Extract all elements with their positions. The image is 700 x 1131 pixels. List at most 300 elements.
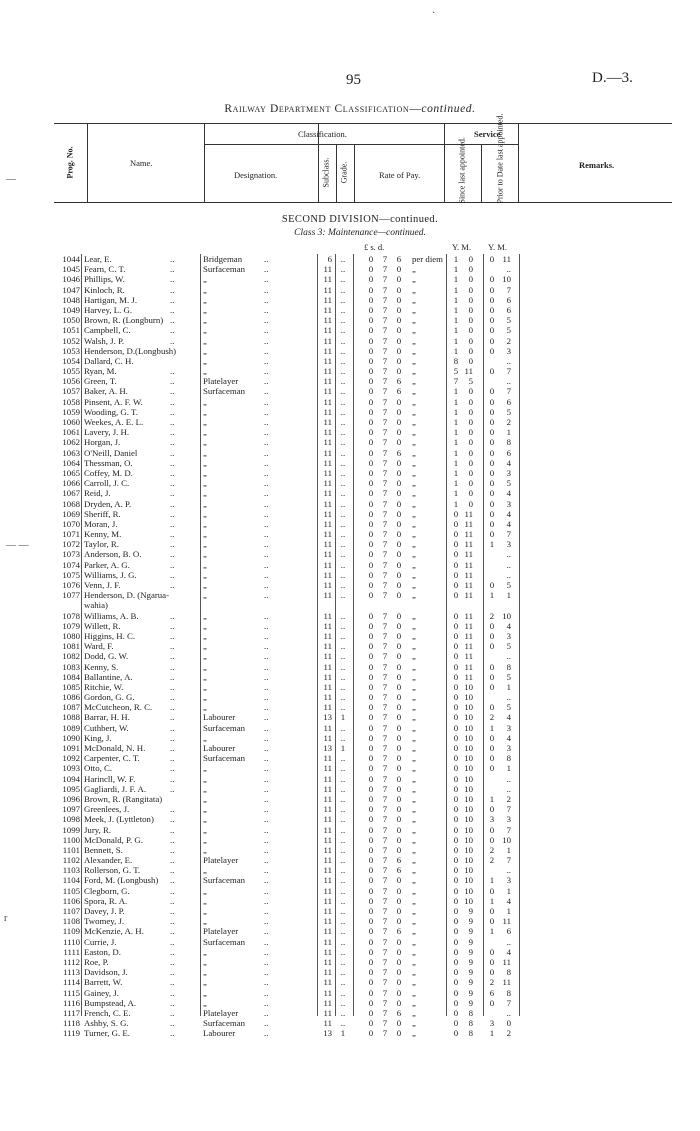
cell-since-years: 0 xyxy=(453,743,459,753)
table-row xyxy=(0,723,700,733)
cell-designation-leader: .. xyxy=(264,304,269,315)
cell-prog-no: 1091 xyxy=(62,743,80,753)
table-row xyxy=(0,937,700,947)
cell-rate-pounds: 0 xyxy=(368,396,374,407)
cell-since-months: 0 xyxy=(468,427,473,438)
table-row xyxy=(0,285,700,295)
cell-since-months: 0 xyxy=(468,325,473,336)
cell-rate-shillings: 7 xyxy=(382,315,388,326)
cell-grade: .. xyxy=(340,875,346,886)
cell-rate-pence: 6 xyxy=(396,1007,402,1018)
cell-rate-pence: 0 xyxy=(396,977,402,988)
table-row xyxy=(0,794,700,804)
class-title: Class 3: Maintenance—continued. xyxy=(294,228,426,238)
cell-since-months: 0 xyxy=(468,355,473,366)
cell-subclass: 11 xyxy=(323,345,332,356)
cell-rate-pounds: 0 xyxy=(368,753,374,764)
cell-name: Rollerson, G. T. xyxy=(84,865,141,876)
table-row xyxy=(0,774,700,784)
cell-rate-pounds: 0 xyxy=(368,793,374,804)
cell-since-years: 0 xyxy=(453,773,459,784)
cell-name-leader: .. xyxy=(170,773,175,784)
cell-prior-years: 0 xyxy=(489,997,495,1008)
cell-since-months: 10 xyxy=(464,712,473,723)
cell-designation: „ xyxy=(203,590,207,601)
cell-rate-shillings: 7 xyxy=(382,478,388,489)
cell-prog-no: 1109 xyxy=(62,926,80,937)
cell-name-leader: .. xyxy=(170,875,175,886)
cell-designation-leader: .. xyxy=(264,518,269,529)
cell-subclass: 11 xyxy=(323,457,332,468)
cell-since-years: 0 xyxy=(453,651,459,662)
title-continued: continued. xyxy=(421,103,476,115)
cell-grade: .. xyxy=(340,722,346,733)
cell-name: Higgins, H. C. xyxy=(84,630,136,641)
cell-since-months: 11 xyxy=(464,671,473,682)
cell-name: Willett, R. xyxy=(84,620,121,631)
cell-rate-unit: „ xyxy=(412,498,416,509)
cell-designation: „ xyxy=(203,447,207,458)
cell-name: French, C. E. xyxy=(84,1007,131,1018)
cell-name: Barrar, H. H. xyxy=(84,712,130,723)
cell-rate-unit: „ xyxy=(412,417,416,427)
cell-name: Williams, A. B. xyxy=(84,610,139,621)
cell-grade: .. xyxy=(340,437,346,448)
cell-prior-months: 4 xyxy=(506,946,511,957)
cell-since-years: 0 xyxy=(453,855,459,866)
cell-rate-shillings: 7 xyxy=(382,804,388,815)
cell-subclass: 11 xyxy=(323,376,332,387)
cell-rate-unit: „ xyxy=(412,743,416,753)
cell-designation-leader: .. xyxy=(264,590,269,601)
cell-name: Carpenter, C. T. xyxy=(84,753,140,764)
table-row xyxy=(0,264,700,274)
cell-since-months: 10 xyxy=(464,702,473,713)
cell-since-years: 0 xyxy=(453,549,459,560)
cell-since-months: 10 xyxy=(464,865,473,876)
cell-grade: .. xyxy=(340,630,346,641)
cell-name-leader: .. xyxy=(170,478,175,489)
cell-subclass: 11 xyxy=(323,753,332,764)
table-row xyxy=(0,590,700,600)
cell-prog-no: 1090 xyxy=(62,732,80,743)
cell-rate-shillings: 7 xyxy=(382,895,388,906)
cell-designation: „ xyxy=(203,641,207,652)
cell-grade: .. xyxy=(340,427,346,438)
cell-since-years: 0 xyxy=(453,956,459,967)
cell-prior-months: 2 xyxy=(506,793,511,804)
cell-subclass: 11 xyxy=(323,763,332,774)
cell-designation: „ xyxy=(203,437,207,448)
cell-grade: .. xyxy=(340,763,346,774)
cell-rate-shillings: 7 xyxy=(382,437,388,448)
cell-name-leader: .. xyxy=(170,539,175,550)
cell-name: King, J. xyxy=(84,732,112,743)
cell-rate-pence: 6 xyxy=(396,254,402,264)
cell-subclass: 11 xyxy=(323,294,332,305)
table-row xyxy=(0,896,700,906)
cell-name-leader: .. xyxy=(170,814,175,825)
cell-name-leader: .. xyxy=(170,844,175,855)
cell-name: Campbell, C. xyxy=(84,325,131,336)
cell-rate-pence: 0 xyxy=(396,355,402,366)
cell-prior-months: 8 xyxy=(506,987,511,998)
cell-designation: „ xyxy=(203,478,207,489)
cell-prior-months: .. xyxy=(506,692,511,703)
cell-rate-pounds: 0 xyxy=(368,885,374,896)
cell-since-months: 9 xyxy=(468,997,473,1008)
cell-designation-leader: .. xyxy=(264,844,269,855)
cell-designation-leader: .. xyxy=(264,967,269,978)
cell-prog-no: 1044 xyxy=(62,254,80,264)
cell-rate-pounds: 0 xyxy=(368,437,374,448)
cell-prior-years: 0 xyxy=(489,732,495,743)
cell-since-months: 9 xyxy=(468,906,473,916)
cell-name-leader: .. xyxy=(170,284,175,295)
cell-rate-pounds: 0 xyxy=(368,926,374,937)
cell-rate-pence: 0 xyxy=(396,549,402,560)
cell-name: Alexander, E. xyxy=(84,855,133,866)
table-row xyxy=(0,346,700,356)
cell-prior-years: 0 xyxy=(489,345,495,356)
cell-name: wahia) xyxy=(84,600,108,611)
cell-rate-pounds: 0 xyxy=(368,743,374,753)
cell-grade: .. xyxy=(340,1018,346,1029)
table-row xyxy=(0,753,700,763)
cell-rate-pence: 0 xyxy=(396,793,402,804)
cell-grade: .. xyxy=(340,315,346,326)
cell-since-months: 11 xyxy=(464,580,473,590)
cell-rate-pence: 0 xyxy=(396,498,402,509)
cell-grade: .. xyxy=(340,671,346,682)
cell-name-leader: .. xyxy=(170,661,175,672)
table-row xyxy=(0,488,700,498)
cell-since-years: 0 xyxy=(453,977,459,988)
cell-since-years: 0 xyxy=(453,946,459,957)
cell-subclass: 11 xyxy=(323,467,332,478)
cell-rate-shillings: 7 xyxy=(382,254,388,264)
cell-grade: .. xyxy=(340,386,346,397)
cell-rate-shillings: 7 xyxy=(382,885,388,896)
cell-prior-years: 2 xyxy=(489,712,495,723)
cell-rate-unit: „ xyxy=(412,1007,416,1018)
cell-rate-pounds: 0 xyxy=(368,997,374,1008)
cell-since-months: 0 xyxy=(468,488,473,499)
table-row xyxy=(0,478,700,488)
cell-prog-no: 1074 xyxy=(62,559,80,570)
cell-rate-pounds: 0 xyxy=(368,1018,374,1029)
cell-since-months: 10 xyxy=(464,855,473,866)
cell-prior-months: 4 xyxy=(506,712,511,723)
cell-designation-leader: .. xyxy=(264,366,269,377)
cell-rate-pence: 0 xyxy=(396,264,402,275)
cell-prior-months: 5 xyxy=(506,478,511,489)
cell-prior-years: 0 xyxy=(489,641,495,652)
cell-since-months: 0 xyxy=(468,264,473,275)
section-title: SECOND DIVISION—continued. xyxy=(281,214,439,225)
data-table xyxy=(0,254,700,1038)
cell-rate-pounds: 0 xyxy=(368,661,374,672)
cell-rate-unit: „ xyxy=(412,641,416,652)
cell-prog-no: 1112 xyxy=(63,956,80,967)
cell-rate-shillings: 7 xyxy=(382,763,388,774)
cell-designation-leader: .. xyxy=(264,916,269,927)
cell-name: Easton, D. xyxy=(84,946,121,957)
cell-designation: „ xyxy=(203,549,207,560)
cell-subclass: 11 xyxy=(323,956,332,967)
cell-prog-no: 1048 xyxy=(62,294,80,305)
table-row xyxy=(0,662,700,672)
cell-rate-unit: „ xyxy=(412,529,416,540)
cell-rate-unit: „ xyxy=(412,437,416,448)
cell-rate-shillings: 7 xyxy=(382,610,388,621)
cell-prior-months: 11 xyxy=(502,956,511,967)
cell-subclass: 11 xyxy=(323,417,332,427)
cell-rate-shillings: 7 xyxy=(382,906,388,916)
cell-name-leader: .. xyxy=(170,997,175,1008)
cell-rate-pounds: 0 xyxy=(368,763,374,774)
cell-name-leader: .. xyxy=(170,406,175,417)
cell-prior-months: 4 xyxy=(506,620,511,631)
cell-rate-pence: 0 xyxy=(396,427,402,438)
table-row xyxy=(0,733,700,743)
table-row xyxy=(0,916,700,926)
cell-since-years: 1 xyxy=(453,254,459,264)
cell-prog-no: 1067 xyxy=(62,488,80,499)
cell-since-years: 1 xyxy=(453,304,459,315)
cell-since-years: 0 xyxy=(453,824,459,835)
cell-since-years: 0 xyxy=(453,926,459,937)
cell-subclass: 11 xyxy=(323,702,332,713)
cell-prog-no: 1080 xyxy=(62,630,80,641)
cell-since-years: 0 xyxy=(453,987,459,998)
cell-prior-years: 1 xyxy=(489,926,495,937)
cell-since-months: 9 xyxy=(468,977,473,988)
cell-name: Anderson, B. O. xyxy=(84,549,142,560)
cell-designation: „ xyxy=(203,294,207,305)
table-row xyxy=(0,651,700,661)
cell-rate-shillings: 7 xyxy=(382,345,388,356)
cell-designation-leader: .. xyxy=(264,580,269,590)
cell-rate-pence: 0 xyxy=(396,834,402,845)
cell-rate-unit: „ xyxy=(412,355,416,366)
cell-grade: .. xyxy=(340,274,346,285)
cell-prior-years: 0 xyxy=(489,529,495,540)
cell-since-months: 10 xyxy=(464,885,473,896)
cell-prior-years: 0 xyxy=(489,518,495,529)
cell-prior-months: 6 xyxy=(506,304,511,315)
cell-name: Carroll, J. C. xyxy=(84,478,130,489)
cell-prog-no: 1087 xyxy=(62,702,80,713)
header-name: Name. xyxy=(130,158,153,168)
cell-name: Green, T. xyxy=(84,376,117,387)
cell-rate-unit: „ xyxy=(412,753,416,764)
cell-since-years: 0 xyxy=(453,692,459,703)
cell-since-years: 0 xyxy=(453,753,459,764)
cell-prior-years: 3 xyxy=(489,814,495,825)
cell-grade: 1 xyxy=(340,712,346,723)
cell-rate-pounds: 0 xyxy=(368,366,374,377)
cell-prior-months: 11 xyxy=(502,254,511,264)
cell-prior-months: 5 xyxy=(506,580,511,590)
cell-subclass: 11 xyxy=(323,447,332,458)
cell-subclass: 11 xyxy=(323,478,332,489)
table-row xyxy=(0,1028,700,1038)
cell-prior-years: 1 xyxy=(489,895,495,906)
cell-since-years: 1 xyxy=(453,498,459,509)
cell-prog-no: 1063 xyxy=(62,447,80,458)
cell-since-years: 1 xyxy=(453,478,459,489)
cell-grade: .. xyxy=(340,508,346,519)
cell-name: Ballantine, A. xyxy=(84,671,133,682)
cell-rate-shillings: 7 xyxy=(382,549,388,560)
cell-rate-shillings: 7 xyxy=(382,712,388,723)
cell-since-months: 9 xyxy=(468,987,473,998)
cell-since-months: 11 xyxy=(464,610,473,621)
cell-subclass: 11 xyxy=(323,396,332,407)
prior-units: Y. M. xyxy=(488,242,507,252)
cell-name: Gainey, J. xyxy=(84,987,119,998)
cell-designation-leader: .. xyxy=(264,549,269,560)
cell-rate-shillings: 7 xyxy=(382,264,388,275)
cell-rate-shillings: 7 xyxy=(382,977,388,988)
cell-since-years: 0 xyxy=(453,539,459,550)
cell-prog-no: 1101 xyxy=(62,844,80,855)
cell-subclass: 11 xyxy=(323,406,332,417)
cell-prior-years: 0 xyxy=(489,254,495,264)
cell-since-years: 1 xyxy=(453,284,459,295)
cell-since-years: 0 xyxy=(453,641,459,652)
cell-subclass: 11 xyxy=(323,834,332,845)
cell-designation-leader: .. xyxy=(264,630,269,641)
cell-since-months: 10 xyxy=(464,681,473,692)
cell-rate-pence: 0 xyxy=(396,345,402,356)
cell-prior-years: 2 xyxy=(489,844,495,855)
cell-since-months: 11 xyxy=(464,529,473,540)
cell-rate-unit: „ xyxy=(412,773,416,784)
cell-rate-pounds: 0 xyxy=(368,376,374,387)
cell-since-years: 0 xyxy=(453,681,459,692)
cell-prior-years: 1 xyxy=(489,539,495,550)
cell-name: Ashby, S. G. xyxy=(84,1018,129,1029)
cell-grade: .. xyxy=(340,366,346,377)
cell-rate-pence: 0 xyxy=(396,406,402,417)
cell-since-years: 1 xyxy=(453,417,459,427)
cell-name-leader: .. xyxy=(170,386,175,397)
cell-prog-no: 1081 xyxy=(62,641,80,652)
cell-prog-no: 1107 xyxy=(62,906,80,916)
cell-rate-pence: 0 xyxy=(396,671,402,682)
cell-since-months: 10 xyxy=(464,773,473,784)
cell-designation-leader: .. xyxy=(264,335,269,346)
cell-name-leader: .. xyxy=(170,417,175,427)
cell-grade: .. xyxy=(340,580,346,590)
cell-rate-unit: „ xyxy=(412,315,416,326)
cell-subclass: 11 xyxy=(323,865,332,876)
cell-since-months: 0 xyxy=(468,417,473,427)
cell-designation-leader: .. xyxy=(264,284,269,295)
cell-since-months: 9 xyxy=(468,967,473,978)
cell-rate-shillings: 7 xyxy=(382,396,388,407)
cell-rate-unit: „ xyxy=(412,804,416,815)
cell-since-years: 0 xyxy=(453,671,459,682)
cell-designation-leader: .. xyxy=(264,457,269,468)
cell-prog-no: 1069 xyxy=(62,508,80,519)
cell-designation: „ xyxy=(203,630,207,641)
cell-subclass: 11 xyxy=(323,284,332,295)
cell-rate-shillings: 7 xyxy=(382,875,388,886)
cell-since-months: 0 xyxy=(468,396,473,407)
cell-rate-shillings: 7 xyxy=(382,702,388,713)
cell-grade: 1 xyxy=(340,743,346,753)
cell-since-months: 8 xyxy=(468,1028,473,1039)
cell-prog-no: 1056 xyxy=(62,376,80,387)
page-number: 95 xyxy=(346,72,361,88)
cell-rate-unit: „ xyxy=(412,325,416,336)
table-row xyxy=(0,254,700,264)
cell-prior-months: 5 xyxy=(506,315,511,326)
cell-designation-leader: .. xyxy=(264,274,269,285)
cell-rate-pounds: 0 xyxy=(368,580,374,590)
cell-rate-unit: „ xyxy=(412,396,416,407)
cell-prior-months: 10 xyxy=(502,274,511,285)
page-title xyxy=(0,103,700,115)
cell-rate-shillings: 7 xyxy=(382,793,388,804)
cell-name: Turner, G. E. xyxy=(84,1028,130,1039)
cell-since-years: 0 xyxy=(453,997,459,1008)
cell-since-years: 0 xyxy=(453,895,459,906)
cell-name: O'Neill, Daniel xyxy=(84,447,138,458)
cell-designation-leader: .. xyxy=(264,539,269,550)
cell-rate-shillings: 7 xyxy=(382,488,388,499)
cell-name-leader: .. xyxy=(170,753,175,764)
cell-since-months: 10 xyxy=(464,804,473,815)
cell-name: Wooding, G. T. xyxy=(84,406,138,417)
cell-designation-leader: .. xyxy=(264,437,269,448)
cell-prior-months: 4 xyxy=(506,488,511,499)
cell-name: Kenny, S. xyxy=(84,661,119,672)
cell-rate-pounds: 0 xyxy=(368,936,374,947)
cell-rate-shillings: 7 xyxy=(382,732,388,743)
cell-since-years: 0 xyxy=(453,885,459,896)
cell-rate-pence: 6 xyxy=(396,386,402,397)
cell-designation-leader: .. xyxy=(264,906,269,916)
cell-grade: .. xyxy=(340,844,346,855)
cell-rate-pence: 0 xyxy=(396,325,402,336)
table-row xyxy=(0,906,700,916)
cell-prog-no: 1119 xyxy=(63,1028,80,1039)
cell-designation: „ xyxy=(203,824,207,835)
cell-prior-years: 0 xyxy=(489,661,495,672)
cell-designation-leader: .. xyxy=(264,508,269,519)
table-row xyxy=(0,560,700,570)
cell-rate-pounds: 0 xyxy=(368,620,374,631)
cell-grade: .. xyxy=(340,284,346,295)
cell-since-months: 10 xyxy=(464,732,473,743)
cell-rate-unit: „ xyxy=(412,549,416,560)
cell-designation-leader: .. xyxy=(264,895,269,906)
cell-rate-pounds: 0 xyxy=(368,264,374,275)
cell-name: Harvey, L. G. xyxy=(84,304,133,315)
cell-subclass: 11 xyxy=(323,987,332,998)
cell-prog-no: 1110 xyxy=(63,936,80,947)
cell-rate-shillings: 7 xyxy=(382,722,388,733)
cell-grade: .. xyxy=(340,355,346,366)
cell-designation: Surfaceman xyxy=(203,875,246,886)
cell-since-years: 0 xyxy=(453,569,459,580)
cell-designation-leader: .. xyxy=(264,814,269,825)
cell-rate-pounds: 0 xyxy=(368,539,374,550)
